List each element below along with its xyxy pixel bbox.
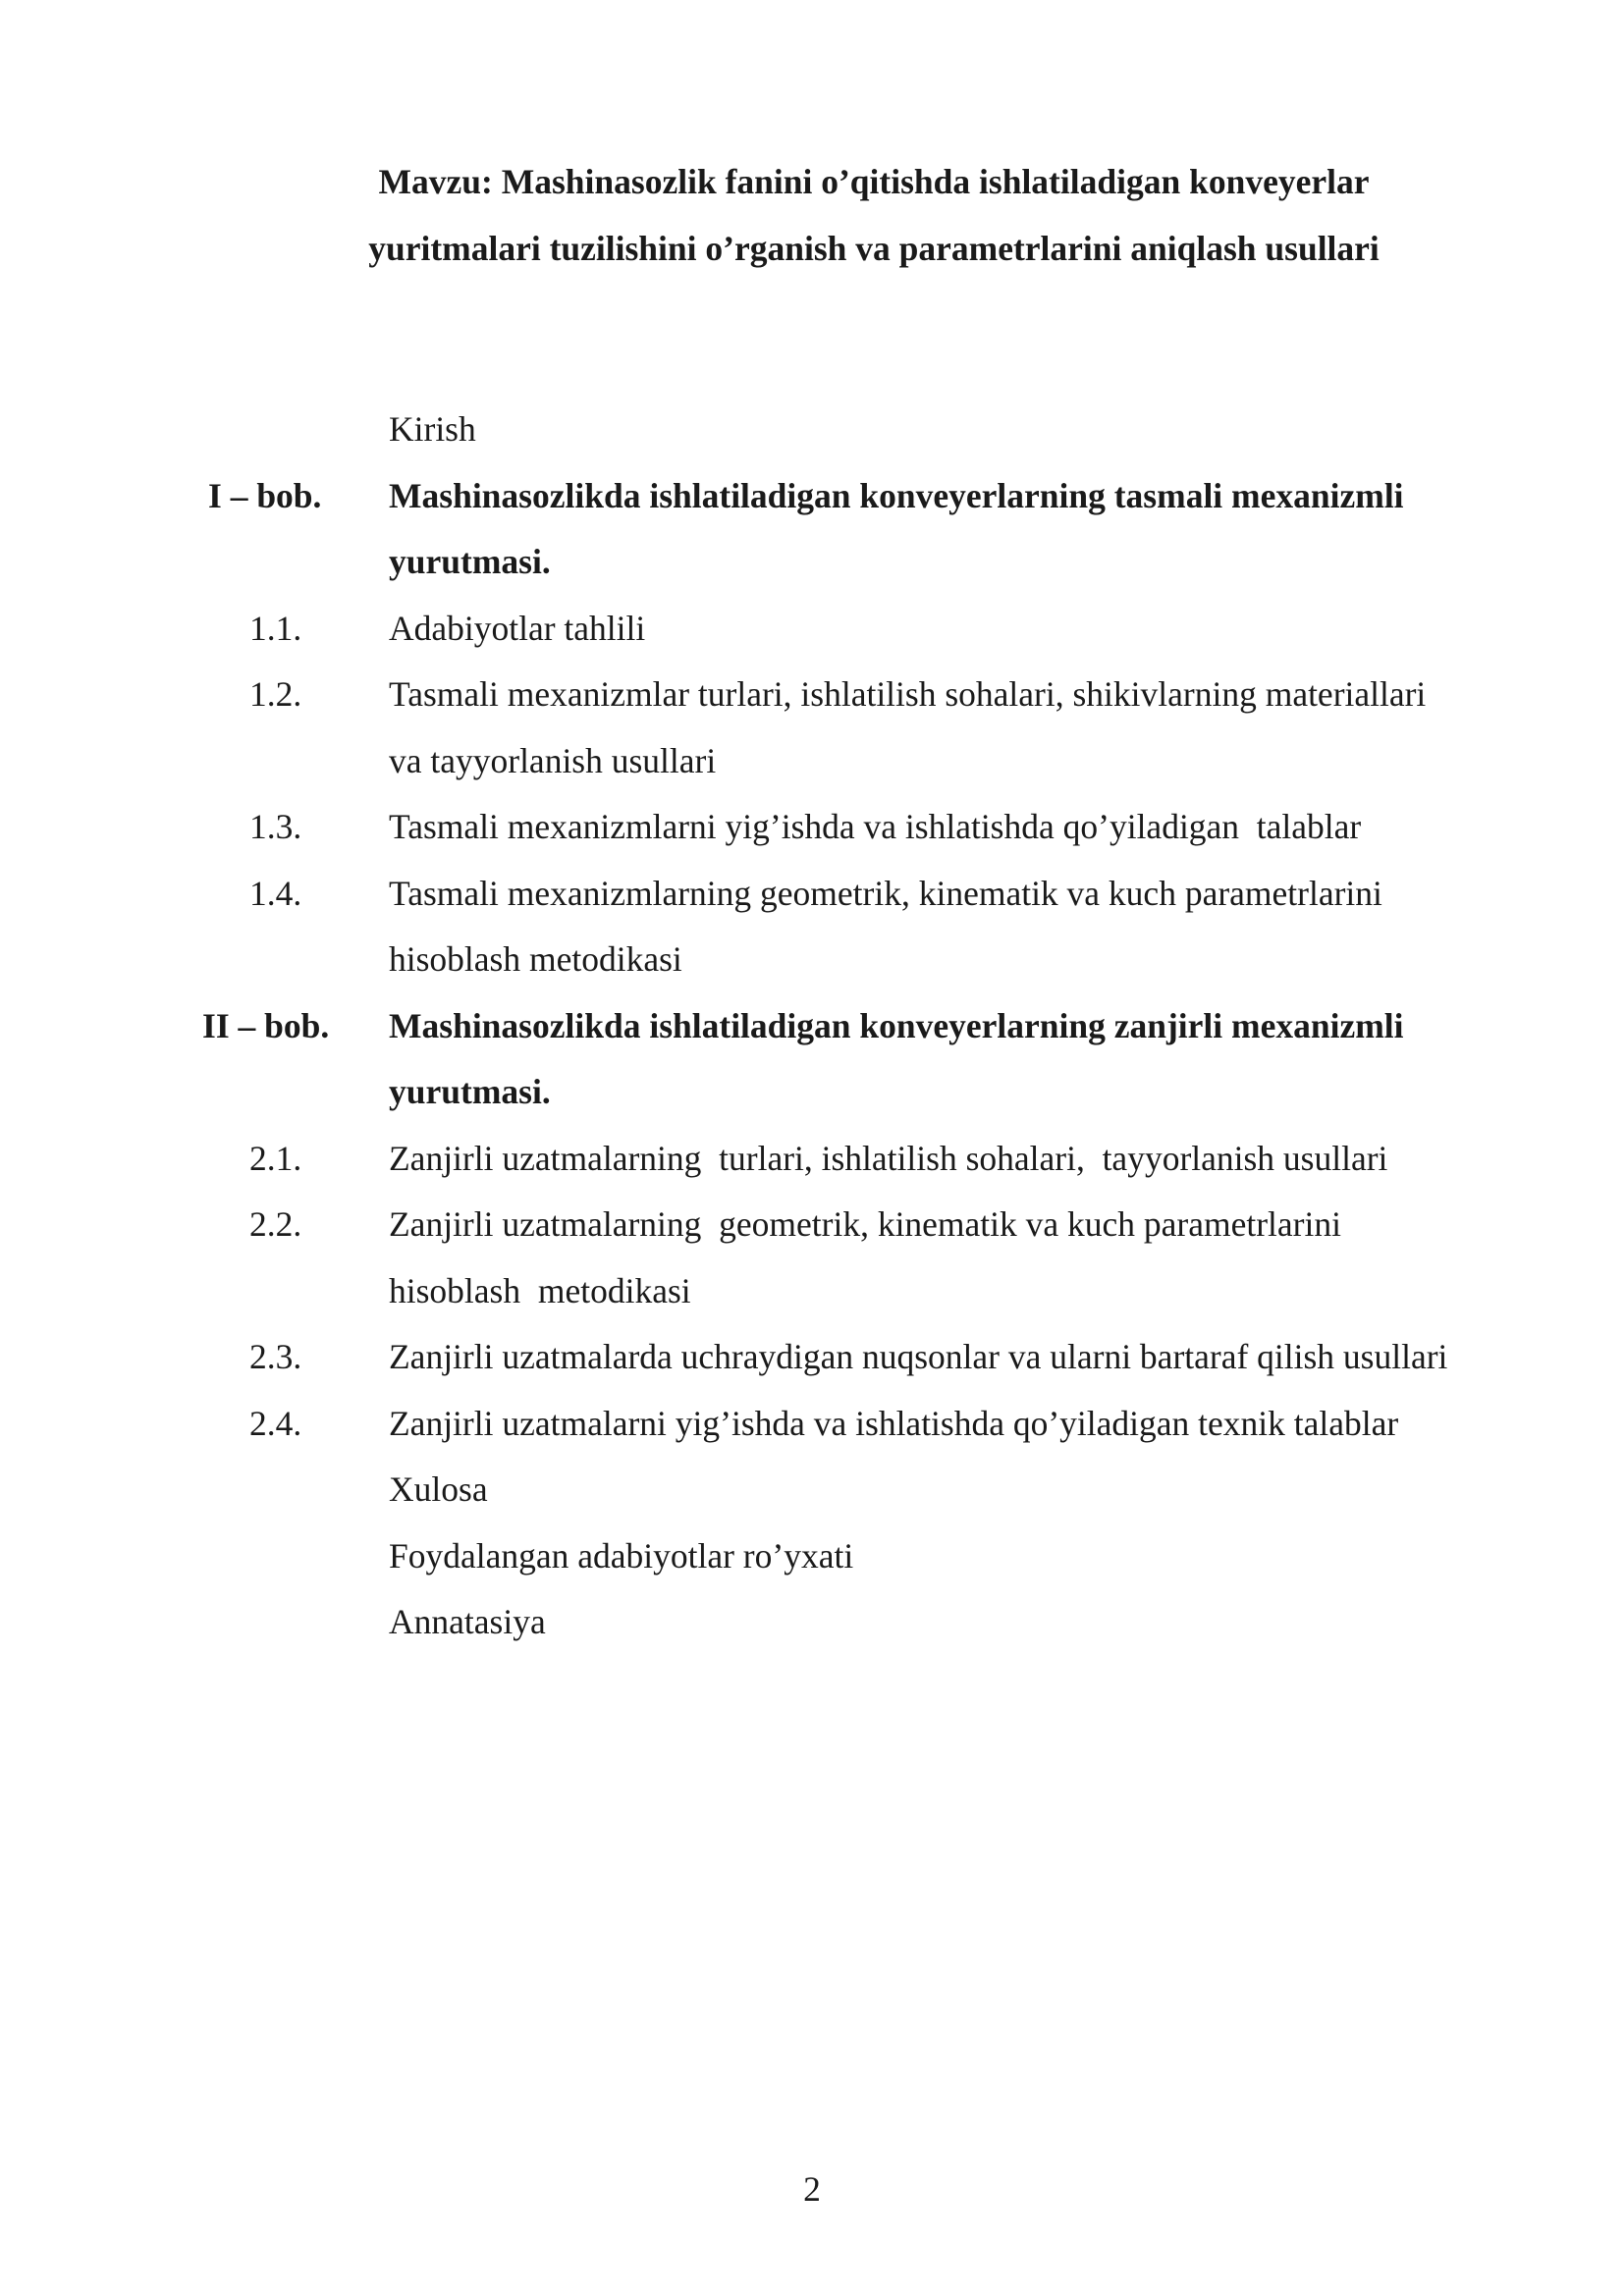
section-1-2-title-line-1: Tasmali mexanizmlar turlari, ishlatilish sohalari, shikivlarning materiallari (389, 674, 1427, 714)
section-2-3-number: 2.3. (249, 1337, 302, 1376)
chapter-1-title-line-2: yurutmasi. (389, 542, 551, 581)
section-1-1-number: 1.1. (249, 608, 302, 648)
section-2-1-number: 2.1. (249, 1138, 302, 1178)
section-2-2-title-line-2: hisoblash metodikasi (389, 1270, 691, 1310)
section-2-2-title-line-1: Zanjirli uzatmalarning geometrik, kinematik va kuch parametrlarini (389, 1204, 1341, 1244)
section-2-4-number: 2.4. (249, 1403, 302, 1443)
section-1-1-title: Adabiyotlar tahlili (389, 608, 646, 648)
toc-annotation-label: Annatasiya (389, 1602, 546, 1641)
document-title (196, 149, 1551, 282)
toc-entry-annotation (0, 1589, 1624, 1656)
section-1-4-title-line-1: Tasmali mexanizmlarning geometrik, kinematik va kuch parametrlarini (389, 873, 1382, 913)
toc-conclusion-label: Xulosa (389, 1469, 488, 1509)
chapter-2-title-line-1: Mashinasozlikda ishlatiladigan konveyerlarning zanjirli mexanizmli (389, 1005, 1404, 1045)
toc-entry-conclusion (0, 1457, 1624, 1523)
toc-references-label: Foydalangan adabiyotlar ro’yxati (389, 1535, 854, 1575)
section-1-4-title-line-2: hisoblash metodikasi (389, 939, 682, 979)
toc-entry-1-4 (0, 861, 1624, 993)
toc-entry-2-1 (0, 1126, 1624, 1193)
toc-entry-2-4 (0, 1391, 1624, 1458)
title-line-1: Mavzu: Mashinasozlik fanini o’qitishda ishlatiladigan konveyerlar (378, 162, 1370, 201)
toc-entry-chapter-2 (0, 993, 1624, 1126)
section-2-1-title: Zanjirli uzatmalarning turlari, ishlatilish sohalari, tayyorlanish usullari (389, 1138, 1388, 1178)
toc-entry-references (0, 1523, 1624, 1590)
toc-entry-2-3 (0, 1324, 1624, 1391)
section-2-3-title: Zanjirli uzatmalarda uchraydigan nuqsonlar va ularni bartaraf qilish usullari (389, 1337, 1448, 1376)
toc-entry-1-1 (0, 596, 1624, 663)
toc-entry-2-2 (0, 1192, 1624, 1324)
section-1-3-number: 1.3. (249, 807, 302, 846)
section-1-2-title-line-2: va tayyorlanish usullari (389, 740, 717, 780)
section-1-2-number: 1.2. (249, 674, 302, 714)
table-of-contents (0, 397, 1624, 1656)
chapter-1-title-line-1: Mashinasozlikda ishlatiladigan konveyerlarning tasmali mexanizmli (389, 475, 1404, 515)
chapter-1-number: I – bob. (208, 475, 322, 515)
toc-intro-label: Kirish (389, 409, 476, 449)
section-2-4-title: Zanjirli uzatmalarni yig’ishda va ishlatishda qo’yiladigan texnik talablar (389, 1403, 1399, 1443)
toc-entry-intro (0, 397, 1624, 463)
page-number: 2 (803, 2169, 821, 2209)
section-1-4-number: 1.4. (249, 873, 302, 913)
chapter-2-title-line-2: yurutmasi. (389, 1072, 551, 1111)
section-1-3-title: Tasmali mexanizmlarni yig’ishda va ishlatishda qo’yiladigan talablar (389, 807, 1362, 846)
toc-entry-chapter-1 (0, 463, 1624, 596)
chapter-2-number: II – bob. (202, 1005, 330, 1045)
title-line-2: yuritmalari tuzilishini o’rganish va parametrlarini aniqlash usullari (368, 228, 1380, 268)
section-2-2-number: 2.2. (249, 1204, 302, 1244)
toc-entry-1-2 (0, 662, 1624, 794)
toc-entry-1-3 (0, 794, 1624, 861)
